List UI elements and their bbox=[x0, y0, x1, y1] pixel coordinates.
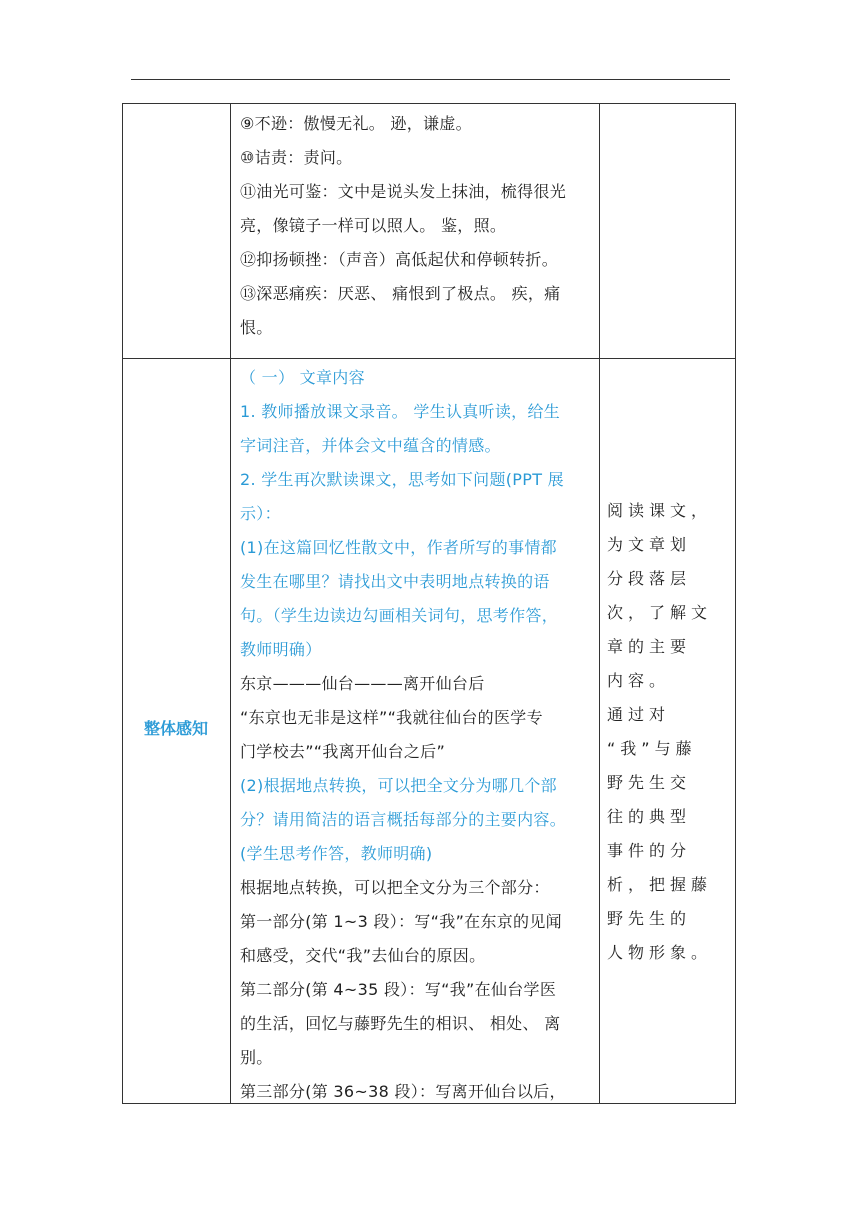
vocab-note: ⑫抑扬顿挫：（声音）高低起伏和停顿转折。 bbox=[240, 250, 559, 269]
intent-line: 野先生的 bbox=[607, 909, 692, 928]
intent-line: 内容。 bbox=[607, 671, 671, 690]
content-line: 示）： bbox=[240, 504, 281, 523]
content-line: 的生活，回忆与藤野先生的相识、 相处、 离 bbox=[240, 1014, 561, 1033]
intent-line: 事件的分 bbox=[607, 841, 692, 860]
column-divider-label bbox=[230, 103, 231, 1104]
content-line: 字词注音，并体会文中蕴含的情感。 bbox=[240, 436, 501, 455]
intent-line: 往的典型 bbox=[607, 807, 692, 826]
content-line: (2)根据地点转换，可以把全文分为哪几个部 bbox=[240, 776, 557, 795]
content-line: (学生思考作答，教师明确) bbox=[240, 844, 433, 863]
content-line: 发生在哪里？请找出文中表明地点转换的语 bbox=[240, 572, 550, 591]
intent-line: 人物形象。 bbox=[607, 943, 713, 962]
vocab-note: 恨。 bbox=[240, 318, 273, 337]
intent-line: 分段落层 bbox=[607, 569, 692, 588]
content-line: 门学校去”“我离开仙台之后” bbox=[240, 742, 446, 761]
content-line: （ 一） 文章内容 bbox=[240, 368, 365, 387]
intent-line: 析，把握藤 bbox=[607, 875, 713, 894]
vocab-note: ⑪油光可鉴：文中是说头发上抹油，梳得很光 bbox=[240, 182, 567, 201]
vocab-note: ⑬深恶痛疾：厌恶、 痛恨到了极点。 疾，痛 bbox=[240, 284, 561, 303]
overall-perception-cell bbox=[240, 361, 590, 1109]
intent-line: “我”与藤 bbox=[607, 739, 697, 758]
intent-line: 次，了解文 bbox=[607, 603, 713, 622]
header-rule bbox=[131, 79, 730, 80]
content-line: 和感受，交代“我”去仙台的原因。 bbox=[240, 946, 486, 965]
content-line: 东京———仙台———离开仙台后 bbox=[240, 674, 485, 693]
content-line: 第一部分(第 1~3 段）：写“我”在东京的见闻 bbox=[240, 912, 562, 931]
vocab-note: ⑩诘责：责问。 bbox=[240, 148, 353, 167]
content-line: 分？请用简洁的语言概括每部分的主要内容。 bbox=[240, 810, 567, 829]
vocab-note: ⑨不逊：傲慢无礼。 逊，谦虚。 bbox=[240, 114, 472, 133]
intent-line: 阅读课文， bbox=[607, 501, 713, 520]
intent-line: 野先生交 bbox=[607, 773, 692, 792]
content-line: 根据地点转换，可以把全文分为三个部分： bbox=[240, 878, 550, 897]
design-intent-cell bbox=[607, 494, 727, 970]
content-line: 1. 教师播放课文录音。 学生认真听读，给生 bbox=[240, 402, 561, 421]
content-line: 第三部分(第 36~38 段）：写离开仙台以后， bbox=[240, 1082, 566, 1101]
content-line: 第二部分(第 4~35 段）：写“我”在仙台学医 bbox=[240, 980, 557, 999]
content-line: 别。 bbox=[240, 1048, 273, 1067]
content-line: 句。（学生边读边勾画相关词句，思考作答， bbox=[240, 606, 559, 625]
column-divider-content bbox=[599, 103, 600, 1104]
content-line: “东京也无非是这样”“我就往仙台的医学专 bbox=[240, 708, 543, 727]
intent-line: 通过对 bbox=[607, 705, 671, 724]
content-line: 2. 学生再次默读课文，思考如下问题(PPT 展 bbox=[240, 470, 564, 489]
vocab-note: 亮，像镜子一样可以照人。 鉴，照。 bbox=[240, 216, 507, 235]
content-line: (1)在这篇回忆性散文中，作者所写的事情都 bbox=[240, 538, 557, 557]
intent-line: 章的主要 bbox=[607, 637, 692, 656]
column-divider-right bbox=[735, 103, 736, 359]
content-line: 教师明确） bbox=[240, 640, 322, 659]
intent-line: 为文章划 bbox=[607, 535, 692, 554]
row-divider bbox=[122, 358, 736, 359]
vocab-notes-cell bbox=[240, 107, 590, 345]
section-label: 整体感知 bbox=[143, 719, 208, 738]
